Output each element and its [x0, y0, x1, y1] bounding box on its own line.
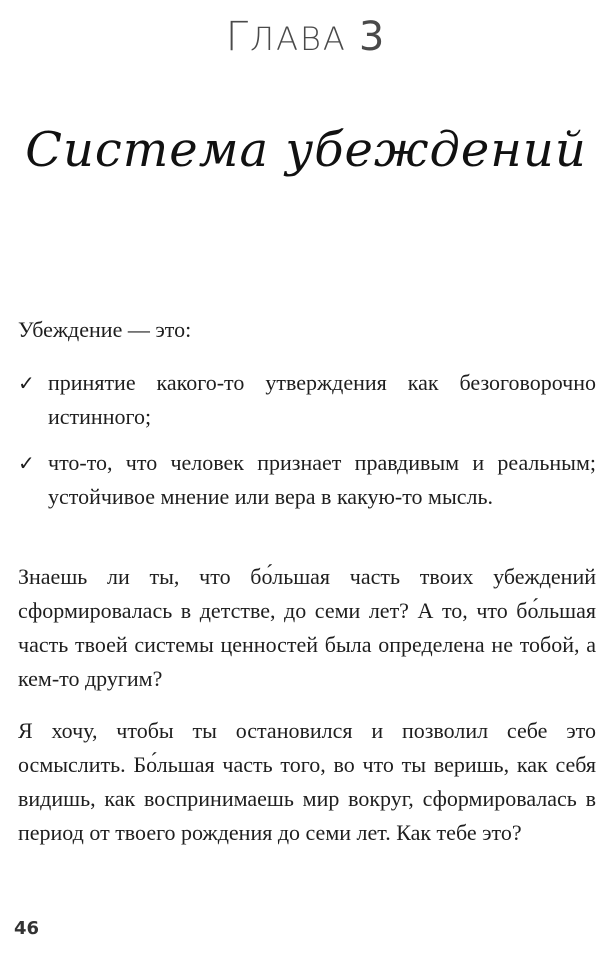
page-number: 46	[14, 918, 40, 939]
list-item	[18, 366, 596, 434]
chapter-label-rest: ЛАВА	[250, 20, 347, 58]
paragraph: Знаешь ли ты, что бо́льшая часть твоих убеждений сформировалась в детстве, до семи лет? А то, что бо́льшая часть твоей системы ценностей была определена не тобой, а кем-то другим?	[18, 564, 596, 691]
chapter-label-initial: Г	[225, 14, 251, 60]
chapter-number: 3	[358, 14, 387, 60]
intro-text: Убеждение — это:	[18, 317, 192, 342]
definition-list	[18, 366, 596, 526]
paragraph: Я хочу, чтобы ты остановился и позволил себе это осмыслить. Бо́льшая часть того, во что ты веришь, как себя видишь, как воспринимаешь мир вокруг, сформировалась в период от твоего рождения до семи лет. Как тебе это?	[18, 718, 596, 845]
chapter-title: Система убеждений	[25, 122, 587, 178]
checkmark-icon: ✓	[18, 371, 35, 395]
chapter-label	[0, 14, 612, 60]
list-item	[18, 446, 596, 514]
list-item-text: что-то, что человек признает правдивым и реальным; устойчивое мнение или вера в какую-то мысль.	[48, 450, 596, 509]
checkmark-icon: ✓	[18, 451, 35, 475]
list-item-text: принятие какого-то утверждения как безоговорочно истинного;	[48, 370, 596, 429]
